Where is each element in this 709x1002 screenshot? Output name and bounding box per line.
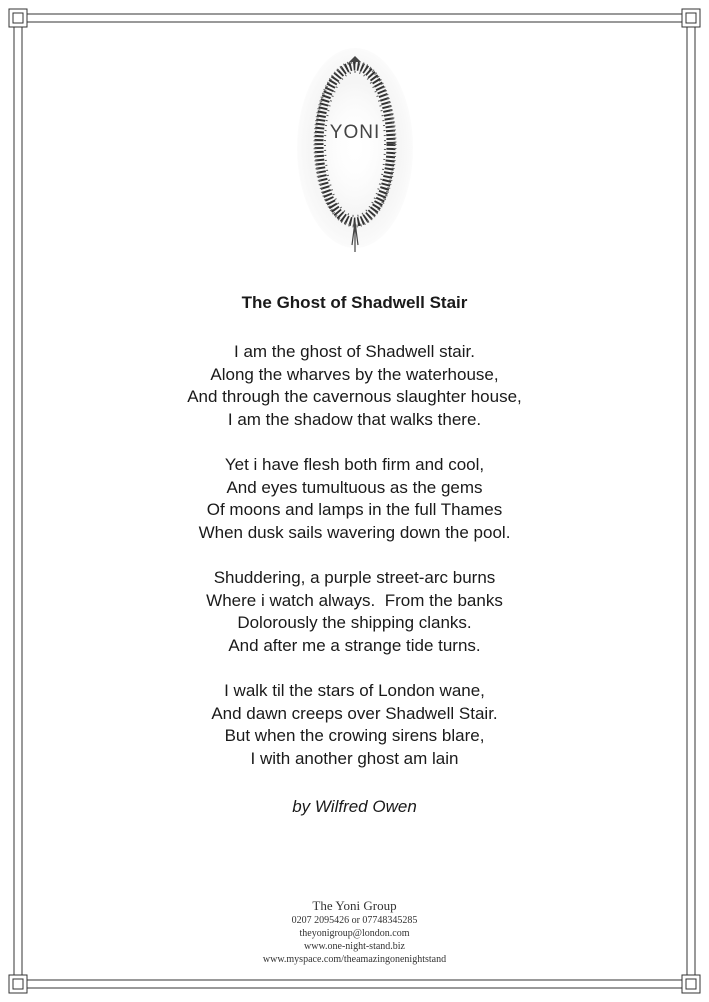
poem-line: Dolorously the shipping clanks.	[237, 613, 472, 632]
contact-footer	[0, 897, 709, 966]
stanza-1	[0, 341, 709, 431]
wreath-logo-icon	[294, 40, 416, 260]
poem-title: The Ghost of Shadwell Stair	[241, 293, 468, 312]
poem-line: I walk til the stars of London wane,	[224, 681, 485, 700]
poem-line: And eyes tumultuous as the gems	[226, 477, 483, 497]
poem-line: I am the shadow that walks there.	[227, 409, 482, 429]
website-link: www.one-night-stand.biz	[304, 941, 405, 952]
poem-line: Shuddering, a purple street-arc burns	[213, 568, 496, 587]
poem-author: by Wilfred Owen	[292, 797, 417, 816]
stanza-4	[0, 680, 709, 770]
poem-line: When dusk sails wavering down the pool.	[198, 522, 511, 542]
poem-line: And through the cavernous slaughter house,	[187, 387, 522, 406]
poem-line: Of moons and lamps in the full Thames	[206, 500, 503, 519]
myspace-link: www.myspace.com/theamazingonenightstand	[262, 954, 447, 965]
phone-numbers: 0207 2095426 or 07748345285	[291, 915, 418, 926]
poem-line: Yet i have flesh both firm and cool,	[224, 455, 485, 474]
poem-line: And after me a strange tide turns.	[228, 635, 481, 655]
email-address: theyonigroup@london.com	[299, 928, 410, 939]
poem-line: Along the wharves by the waterhouse,	[210, 364, 499, 384]
poem-line: But when the crowing sirens blare,	[224, 726, 485, 745]
poem-line: I am the ghost of Shadwell stair.	[234, 342, 475, 361]
poem-line: I with another ghost am lain	[250, 748, 459, 768]
stanza-2	[0, 454, 709, 544]
poem-line: Where i watch always. From the banks	[206, 590, 503, 610]
logo-text: YONI	[329, 122, 381, 143]
organization-name: The Yoni Group	[312, 898, 397, 913]
stanza-3	[0, 567, 709, 657]
poem-line: And dawn creeps over Shadwell Stair.	[211, 703, 498, 723]
yoni-logo	[294, 40, 416, 260]
